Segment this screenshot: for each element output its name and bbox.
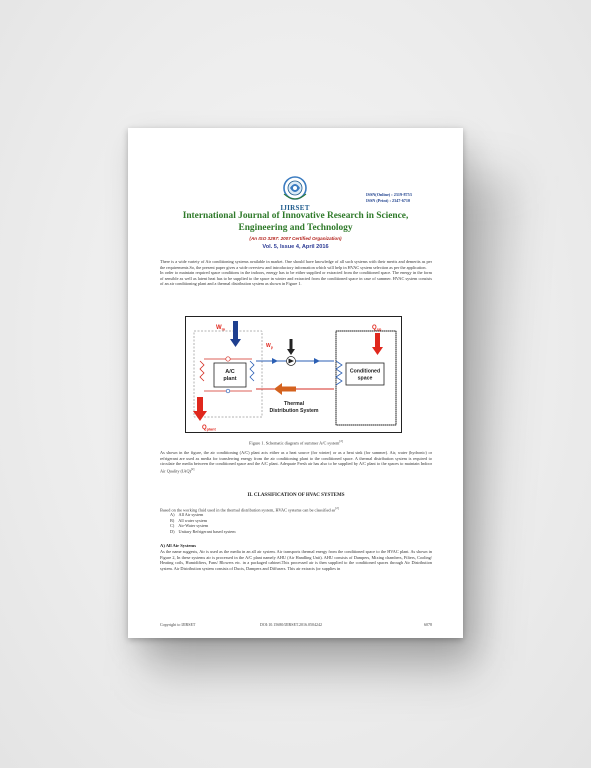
list-item-marker: D)	[170, 528, 175, 534]
journal-title	[148, 210, 443, 234]
all-air-systems-text: As the name suggests, Air is used as the media in an all air system. Air transports thermal energy from the conditioned space to the HVAC plant. As shown in Figure 2, In these systems air is processed in the A/C plant namely AHU (Air Handling Unit). AHU consists of Dampers, Mixing chambers, Filters, Cooling/ Heating coils, Humidifiers, Fans/ Blowers etc. in a packaged cabinet.This processed air is then supplied to the conditioned spaces through Air Distribution system. Air Distribution system consists of Ducts, Dampers and Diffusers. This air extracts (or supplies in	[160, 549, 432, 571]
ac-plant-label-1: A/C	[225, 369, 235, 375]
list-item-text: All Air system	[178, 512, 204, 517]
list-item-marker: B)	[170, 517, 175, 523]
win-label: $W_{in}$	[216, 325, 226, 332]
section-2-intro-ref: [2]	[335, 506, 339, 510]
list-item-text: Air-Water system	[178, 523, 209, 528]
win-arrow-icon	[230, 339, 241, 347]
volume-issue: Vol. 5, Issue 4, April 2016	[262, 244, 329, 250]
intro-paragraph-2: In order to maintain required space conditions in the indoors, energy has to be either supplied or extracted from the conditioned space. The energy in the form of sensible as well as latent heat has to be supplied to the space in winter and extracted from the conditioned space in case of summer. HVAC system consists of an air conditioning plant and a thermal distribution system as shown in Figure 1.	[160, 270, 432, 287]
intro-text	[160, 259, 432, 287]
footer-page-number: 6078	[424, 622, 432, 627]
win-arrow-shaft	[233, 321, 238, 339]
supply-flow-arrow-2-icon	[272, 358, 278, 364]
section-2-intro-text: Based on the working fluid used in the thermal distribution system, HVAC systems can be classified as	[160, 507, 336, 513]
footer-copyright: Copyright to IJIRSET	[160, 622, 196, 627]
plant-evaporator-coil	[250, 361, 254, 381]
caption-text: Figure 1. Schematic diagram of summer A/C system	[249, 440, 340, 446]
conditioned-space-label-1: Conditioned	[349, 368, 381, 375]
heat-return-arrow-shaft	[282, 387, 296, 392]
journal-title-line2: Engineering and Technology	[238, 223, 353, 233]
list-item-text: All water system	[178, 517, 208, 523]
list-item-marker: C)	[170, 523, 175, 528]
journal-logo-icon	[280, 174, 310, 206]
plant-condenser-coil	[200, 361, 204, 381]
wp-arrow-icon	[287, 349, 295, 355]
supply-flow-arrow-icon	[314, 358, 320, 364]
intro-paragraph-1: There is a wide variety of Air conditioning systems available in market. One should have knowledge of all such systems with their merits and demerits as per the requirements.So, the present paper gives a wide overview and introductory information which will help in HVAC system selection as per the application.	[160, 259, 432, 270]
figure-1-caption	[160, 439, 432, 445]
page-footer	[160, 622, 432, 630]
journal-logo-text: IJIRSET	[280, 204, 310, 212]
ac-plant-label-2: plant	[223, 376, 237, 382]
section-2-title: II. CLASSIFICATION OF HVAC SYSTEMS	[247, 493, 345, 498]
wp-arrow-shaft	[290, 339, 293, 349]
ac-plant-box	[214, 363, 246, 387]
caption-ref: [2]	[339, 439, 343, 443]
list-item	[170, 529, 370, 535]
document-page	[128, 128, 463, 638]
heat-return-arrow-icon	[274, 383, 282, 395]
wp-label: $W_p$	[266, 343, 273, 350]
after-figure-text	[160, 450, 432, 474]
distribution-label-2: Distribution System	[269, 408, 319, 414]
expansion-valve-icon	[226, 389, 230, 393]
conditioned-space-label-2: space	[357, 375, 373, 382]
after-figure-ref: [2]	[190, 466, 195, 471]
certification-note: (An ISO 3297: 2007 Certified Organization)	[249, 236, 342, 241]
distribution-label-1: Thermal	[283, 401, 305, 407]
after-figure-paragraph: As shown in the figure, the air conditioning (A/C) plant acts either as a heat source (for winter) or as a heat sink (for summer). Air, water (hydronic) or refrigerant are used as media for transferring energy from the air conditioning plant to the conditioned space. A thermal distribution system is required to circulate the media between the conditioned space and the A/C plant. Adequate Fresh air has also to be supplied by A/C plant to the spaces to maintain Indoor Air Quality (IAQ)	[160, 450, 432, 474]
hvac-classification-list	[170, 512, 370, 534]
hvac-schematic	[186, 317, 401, 432]
issn-print: ISSN (Print) : 2347-6710	[366, 198, 411, 203]
qplant-arrow-shaft	[197, 397, 203, 411]
page-header	[128, 174, 463, 254]
issn-block	[366, 192, 446, 204]
list-item-text: Unitary Refrigerant based system	[178, 528, 236, 534]
issn-online: ISSN(Online) : 2319-8753	[366, 192, 412, 197]
list-item-marker: A)	[170, 512, 175, 517]
compressor-icon	[226, 357, 230, 361]
qplant-label: $Q_{plant}$	[202, 425, 216, 432]
qsp-label: $Q_{sp}$	[372, 325, 382, 332]
footer-doi: DOI:10.15680/IJIRSET.2016.0504242	[260, 622, 323, 627]
all-air-systems-heading: A) All Air Systems	[160, 543, 197, 548]
qsp-arrow-shaft	[375, 333, 380, 347]
figure-1-diagram	[185, 316, 402, 433]
journal-title-line1: International Journal of Innovative Research in Science,	[182, 211, 409, 221]
qplant-arrow-icon	[193, 411, 207, 421]
